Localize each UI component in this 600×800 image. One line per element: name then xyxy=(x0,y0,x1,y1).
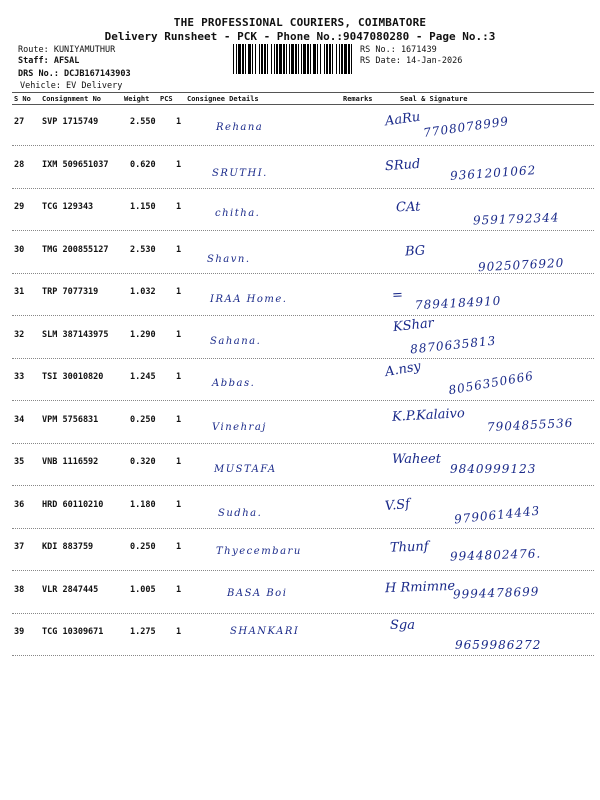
row-pcs: 1 xyxy=(176,584,182,595)
handwritten-consignee-name: Sudha. xyxy=(218,508,263,519)
row-weight: 0.250 xyxy=(130,414,156,425)
row-sno: 28 xyxy=(14,159,25,170)
row-divider xyxy=(12,613,594,614)
row-pcs: 1 xyxy=(176,499,182,510)
row-weight: 1.180 xyxy=(130,499,156,510)
col-remarks: Remarks xyxy=(343,95,373,103)
row-pcs: 1 xyxy=(176,117,182,127)
row-weight: 1.005 xyxy=(130,584,156,595)
handwritten-signature: AaRu xyxy=(384,109,422,130)
rs-number: RS No.: 1671439 xyxy=(360,45,437,55)
row-weight: 1.150 xyxy=(130,202,156,212)
row-sno: 37 xyxy=(14,542,25,552)
handwritten-signature: KShar xyxy=(392,315,435,336)
handwritten-phone-number: 9840999123 xyxy=(450,462,537,476)
row-sno: 33 xyxy=(14,372,25,382)
row-pcs: 1 xyxy=(176,287,182,297)
col-pcs: PCS xyxy=(160,95,173,103)
row-consignment-no: TSI 30010820 xyxy=(42,372,104,382)
handwritten-signature: Sga xyxy=(390,618,415,633)
header-rule xyxy=(12,92,594,93)
row-pcs: 1 xyxy=(176,457,182,467)
row-sno: 39 xyxy=(14,627,25,637)
row-pcs: 1 xyxy=(176,414,182,425)
row-weight: 0.620 xyxy=(130,159,156,170)
row-weight: 1.290 xyxy=(130,329,156,340)
row-sno: 32 xyxy=(14,329,25,340)
row-weight: 0.250 xyxy=(130,542,156,552)
row-consignment-no: SVP 1715749 xyxy=(42,117,99,127)
row-weight: 1.032 xyxy=(130,287,156,297)
row-weight: 2.550 xyxy=(130,117,156,127)
row-sno: 35 xyxy=(14,457,25,467)
handwritten-signature: SRud xyxy=(384,156,421,175)
row-divider xyxy=(12,188,594,189)
row-consignment-no: TRP 7077319 xyxy=(42,287,99,297)
row-consignment-no: TCG 129343 xyxy=(42,202,94,212)
col-seal-signature: Seal & Signature xyxy=(400,95,468,103)
handwritten-phone-number: 7708078999 xyxy=(422,114,510,140)
handwritten-phone-number: 8056350666 xyxy=(447,368,535,398)
row-divider xyxy=(12,655,594,656)
row-consignment-no: KDI 883759 xyxy=(42,542,94,552)
barcode-image xyxy=(232,44,356,78)
row-pcs: 1 xyxy=(176,202,182,212)
col-consignment: Consignment No xyxy=(42,95,102,103)
col-weight: Weight xyxy=(124,95,150,103)
staff-label: Staff: AFSAL xyxy=(18,56,80,66)
handwritten-signature: H Rmimne xyxy=(384,578,456,597)
handwritten-signature: BG xyxy=(404,243,426,260)
handwritten-consignee-name: chitha. xyxy=(215,208,261,219)
vehicle-label: Vehicle: EV Delivery xyxy=(20,81,123,91)
handwritten-phone-number: 7904855536 xyxy=(486,415,574,435)
row-consignment-no: IXM 509651037 xyxy=(42,159,109,170)
row-consignment-no: TCG 10309671 xyxy=(42,627,104,637)
row-consignment-no: VPM 5756831 xyxy=(42,414,99,425)
handwritten-phone-number: 9994478699 xyxy=(452,584,540,602)
handwritten-phone-number: 9659986272 xyxy=(455,638,542,652)
handwritten-consignee-name: Thyecembaru xyxy=(216,546,302,557)
table-row xyxy=(12,319,594,359)
company-title: THE PROFESSIONAL COURIERS, COIMBATORE xyxy=(173,16,427,29)
handwritten-signature: CAt xyxy=(395,199,421,216)
row-sno: 34 xyxy=(14,414,25,425)
handwritten-signature: Waheet xyxy=(392,452,441,467)
row-consignment-no: VNB 1116592 xyxy=(42,457,99,467)
runsheet-subtitle: Delivery Runsheet - PCK - Phone No.:9047080280 - Page No.:3 xyxy=(104,30,496,43)
row-sno: 38 xyxy=(14,584,25,595)
row-pcs: 1 xyxy=(176,372,182,382)
drs-number: DRS No.: DCJB167143903 xyxy=(18,69,131,79)
handwritten-signature: K.P.Kalaivo xyxy=(391,406,466,425)
handwritten-consignee-name: Vinehraj xyxy=(212,422,267,433)
handwritten-consignee-name: Rehana xyxy=(216,122,264,133)
handwritten-consignee-name: MUSTAFA xyxy=(214,464,277,475)
row-divider xyxy=(12,570,594,571)
row-weight: 1.245 xyxy=(130,372,156,382)
row-pcs: 1 xyxy=(176,244,182,255)
handwritten-consignee-name: Shavn. xyxy=(207,254,251,265)
handwritten-phone-number: 9591792344 xyxy=(472,210,560,228)
handwritten-phone-number: 7894184910 xyxy=(414,293,502,313)
row-weight: 1.275 xyxy=(130,627,156,637)
handwritten-phone-number: 9944802476. xyxy=(449,546,542,564)
row-divider xyxy=(12,230,594,231)
row-divider xyxy=(12,485,594,486)
row-consignment-no: TMG 200855127 xyxy=(42,244,109,255)
row-divider xyxy=(12,400,594,401)
row-sno: 27 xyxy=(14,117,25,127)
row-sno: 29 xyxy=(14,202,25,212)
row-divider xyxy=(12,528,594,529)
rs-date: RS Date: 14-Jan-2026 xyxy=(360,56,463,66)
row-divider xyxy=(12,315,594,316)
row-divider xyxy=(12,145,594,146)
row-weight: 2.530 xyxy=(130,244,156,255)
handwritten-signature: A.nsy xyxy=(383,358,422,381)
header-rule-bottom xyxy=(12,104,594,105)
handwritten-consignee-name: IRAA Home. xyxy=(210,294,288,305)
row-sno: 36 xyxy=(14,499,25,510)
row-divider xyxy=(12,443,594,444)
row-sno: 30 xyxy=(14,244,25,255)
handwritten-consignee-name: SHANKARI xyxy=(230,626,300,637)
handwritten-phone-number: 9025076920 xyxy=(477,255,565,275)
row-consignment-no: HRD 60110210 xyxy=(42,499,104,510)
handwritten-consignee-name: Abbas. xyxy=(212,378,256,389)
row-divider xyxy=(12,358,594,359)
row-consignment-no: SLM 387143975 xyxy=(42,329,109,340)
row-weight: 0.320 xyxy=(130,457,156,467)
handwritten-consignee-name: SRUTHI. xyxy=(212,168,268,179)
handwritten-phone-number: 8870635813 xyxy=(409,333,497,357)
row-sno: 31 xyxy=(14,287,25,297)
handwritten-signature: V.Sf xyxy=(384,496,411,515)
table-row xyxy=(12,276,594,316)
handwritten-consignee-name: BASA Boi xyxy=(227,588,288,599)
route-label: Route: KUNIYAMUTHUR xyxy=(18,45,116,55)
col-sno: S No xyxy=(14,95,31,103)
handwritten-phone-number: 9790614443 xyxy=(453,503,541,527)
row-pcs: 1 xyxy=(176,329,182,340)
handwritten-consignee-name: Sahana. xyxy=(210,336,262,347)
handwritten-signature: Thunf xyxy=(389,539,429,556)
row-pcs: 1 xyxy=(176,627,182,637)
row-pcs: 1 xyxy=(176,159,182,170)
handwritten-signature: = xyxy=(391,287,404,304)
row-pcs: 1 xyxy=(176,542,182,552)
col-consignee: Consignee Details xyxy=(187,95,259,103)
row-consignment-no: VLR 2847445 xyxy=(42,584,99,595)
handwritten-phone-number: 9361201062 xyxy=(449,163,537,183)
